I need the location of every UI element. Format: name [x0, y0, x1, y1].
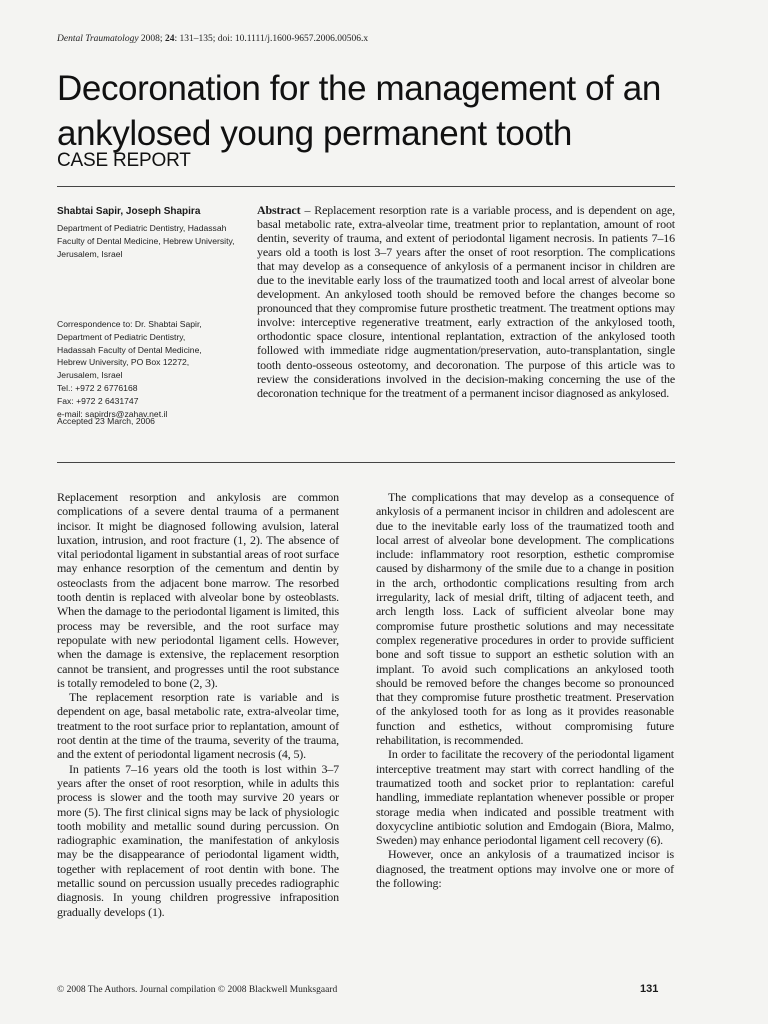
- page-number: 131: [640, 983, 659, 995]
- abstract: [257, 203, 675, 400]
- body-column-left: [57, 490, 339, 919]
- header-divider: [57, 186, 675, 187]
- correspondence: [57, 318, 247, 420]
- body-paragraph: The complications that may develop as a consequence of ankylosis of a permanent incisor in children and adolescent are due to the inevitable early loss of the traumatized tooth and local arrest of alveolar bone development. The complications include: inflammatory root resorption, esthetic compromise caused by disharmony of the smile due to a change in position in the arch, orthodontic complications resulting from arch irregularity, lack of mesial drift, tilting of adjacent teeth, and arch length loss. Lack of sufficient alveolar bone may compromise future prosthetic solutions and may necessitate complex regenerative procedures in order to provide sufficient bone and soft tissue to support an esthetic solution with an implant. To avoid such complications an ankylosed tooth should be removed before the changes become so pronounced that they compromise future prosthetic treatment. Preservation of the ankylosed tooth for as long as it provides reasonable function and esthetics, without compromising future rehabilitation, is recommended.: [376, 490, 674, 748]
- correspondence-line: Jerusalem, Israel: [57, 370, 123, 381]
- authors: Shabtai Sapir, Joseph Shapira: [57, 206, 201, 217]
- journal-name: Dental Traumatology: [57, 34, 139, 44]
- correspondence-email[interactable]: e-mail: sapirdrs@zahav.net.il: [57, 408, 168, 419]
- journal-citation: [57, 34, 368, 44]
- body-paragraph: In patients 7–16 years old the tooth is lost within 3–7 years after the onset of root resorption, while in adults this process is slower and the tooth may survive 20 years or more (5). The first clinical signs may be lack of physiologic tooth mobility and metallic sound during percussion. On radiographic examination, the manifestation of ankylosis may be the disappearance of periodontal ligament width, together with replacement of root dentin with bone. The metallic sound on percussion usually precedes radiographic diagnosis. In young children progressive infraposition gradually develops (1).: [57, 761, 339, 919]
- article-title: Decoronation for the management of an ankylosed young permanent tooth: [57, 69, 661, 153]
- article-type: CASE REPORT: [57, 150, 191, 171]
- correspondence-line: Correspondence to: Dr. Shabtai Sapir,: [57, 319, 202, 329]
- affiliation-line: Department of Pediatric Dentistry, Hadassah: [57, 223, 227, 233]
- correspondence-line: Fax: +972 2 6431747: [57, 395, 139, 406]
- accepted-date: Accepted 23 March, 2006: [57, 416, 155, 426]
- body-paragraph: Replacement resorption and ankylosis are common complications of a severe dental trauma of a permanent incisor. It might be diagnosed following avulsion, lateral luxation, intrusion, and root fracture (1, 2). The absence of vital periodontal ligament in substantial areas of root surface may enhance resorption of the cementum and dentin by osteoclasts from the adjacent bone marrow. The resorbed tooth dentin is replaced with alveolar bone by osteoblasts. When the damage to the periodontal ligament is limited, this process may be reversible, and the root surface may repopulate with new periodontal ligament cells. However, when the damage is extensive, the replacement resorption cannot be transient, and progresses until the root substance is totally remodeled to bone (2, 3).: [57, 490, 339, 690]
- journal-volume: 24: [164, 34, 175, 44]
- abstract-divider: [57, 462, 675, 463]
- correspondence-line: Department of Pediatric Dentistry,: [57, 331, 186, 342]
- affiliation-line: Faculty of Dental Medicine, Hebrew University,: [57, 235, 235, 246]
- body-paragraph: In order to facilitate the recovery of the periodontal ligament interceptive treatment may start with correct handling of the traumatized tooth and socket prior to replantation: careful handling, immediate replantation whenever possible or proper storage media when indicated and possible treatment with doxycycline antibiotic solution and Emdogain (Biora, Malmo, Sweden) may enhance periodontal ligament cell recovery (6).: [376, 747, 674, 848]
- copyright-notice: © 2008 The Authors. Journal compilation © 2008 Blackwell Munksgaard: [57, 985, 338, 995]
- correspondence-line: Hebrew University, PO Box 12272,: [57, 357, 190, 368]
- journal-pages-doi: : 131–135; doi: 10.1111/j.1600-9657.2006.00506.x: [174, 34, 369, 44]
- abstract-label: Abstract: [257, 203, 301, 217]
- body-column-right: [376, 490, 674, 890]
- correspondence-line: Hadassah Faculty of Dental Medicine,: [57, 344, 202, 355]
- body-paragraph: The replacement resorption rate is variable and is dependent on age, basal metabolic rate, extra-alveolar time, treatment to the root surface prior to replantation, amount of root dentin at the time of the trauma, severity of the trauma, and the extent of periodontal ligament necrosis (4, 5).: [57, 690, 339, 762]
- body-paragraph: However, once an ankylosis of a traumatized incisor is diagnosed, the treatment options may involve one or more of the following:: [376, 847, 674, 891]
- abstract-text: – Replacement resorption rate is a variable process, and is dependent on age, basal metabolic rate, extra-alveolar time, treatment prior to replantation, amount of root dentin, severity of trauma, and extent of periodontal ligament necrosis. In patients 7–16 years old a tooth is lost 3–7 years after the onset of root resorption. The complications that may develop as a consequence of ankylosis of a permanent incisor in children are due to the inevitable early loss of the traumatized tooth and local arrest of alveolar bone development. An ankylosed tooth should be removed before the changes become so pronounced that they compromise future prosthetic treatment. The treatment options may involve: interceptive regenerative treatment, early extraction of the ankylosed tooth, orthodontic space closure, intentional replantation, extraction of the ankylosed tooth followed with immediate ridge augmentation/preservation, auto-transplantation, single tooth dento-osseous osteotomy, and decoronation. The purpose of this article was to review the considerations involved in the decision-making concerning the use of the decoronation technique for the treatment of a permanent incisor diagnosed as ankylosed.: [257, 203, 675, 400]
- affiliation: [57, 222, 247, 260]
- journal-year: 2008;: [140, 34, 163, 44]
- correspondence-line: Tel.: +972 2 6776168: [57, 382, 138, 393]
- affiliation-line: Jerusalem, Israel: [57, 248, 123, 259]
